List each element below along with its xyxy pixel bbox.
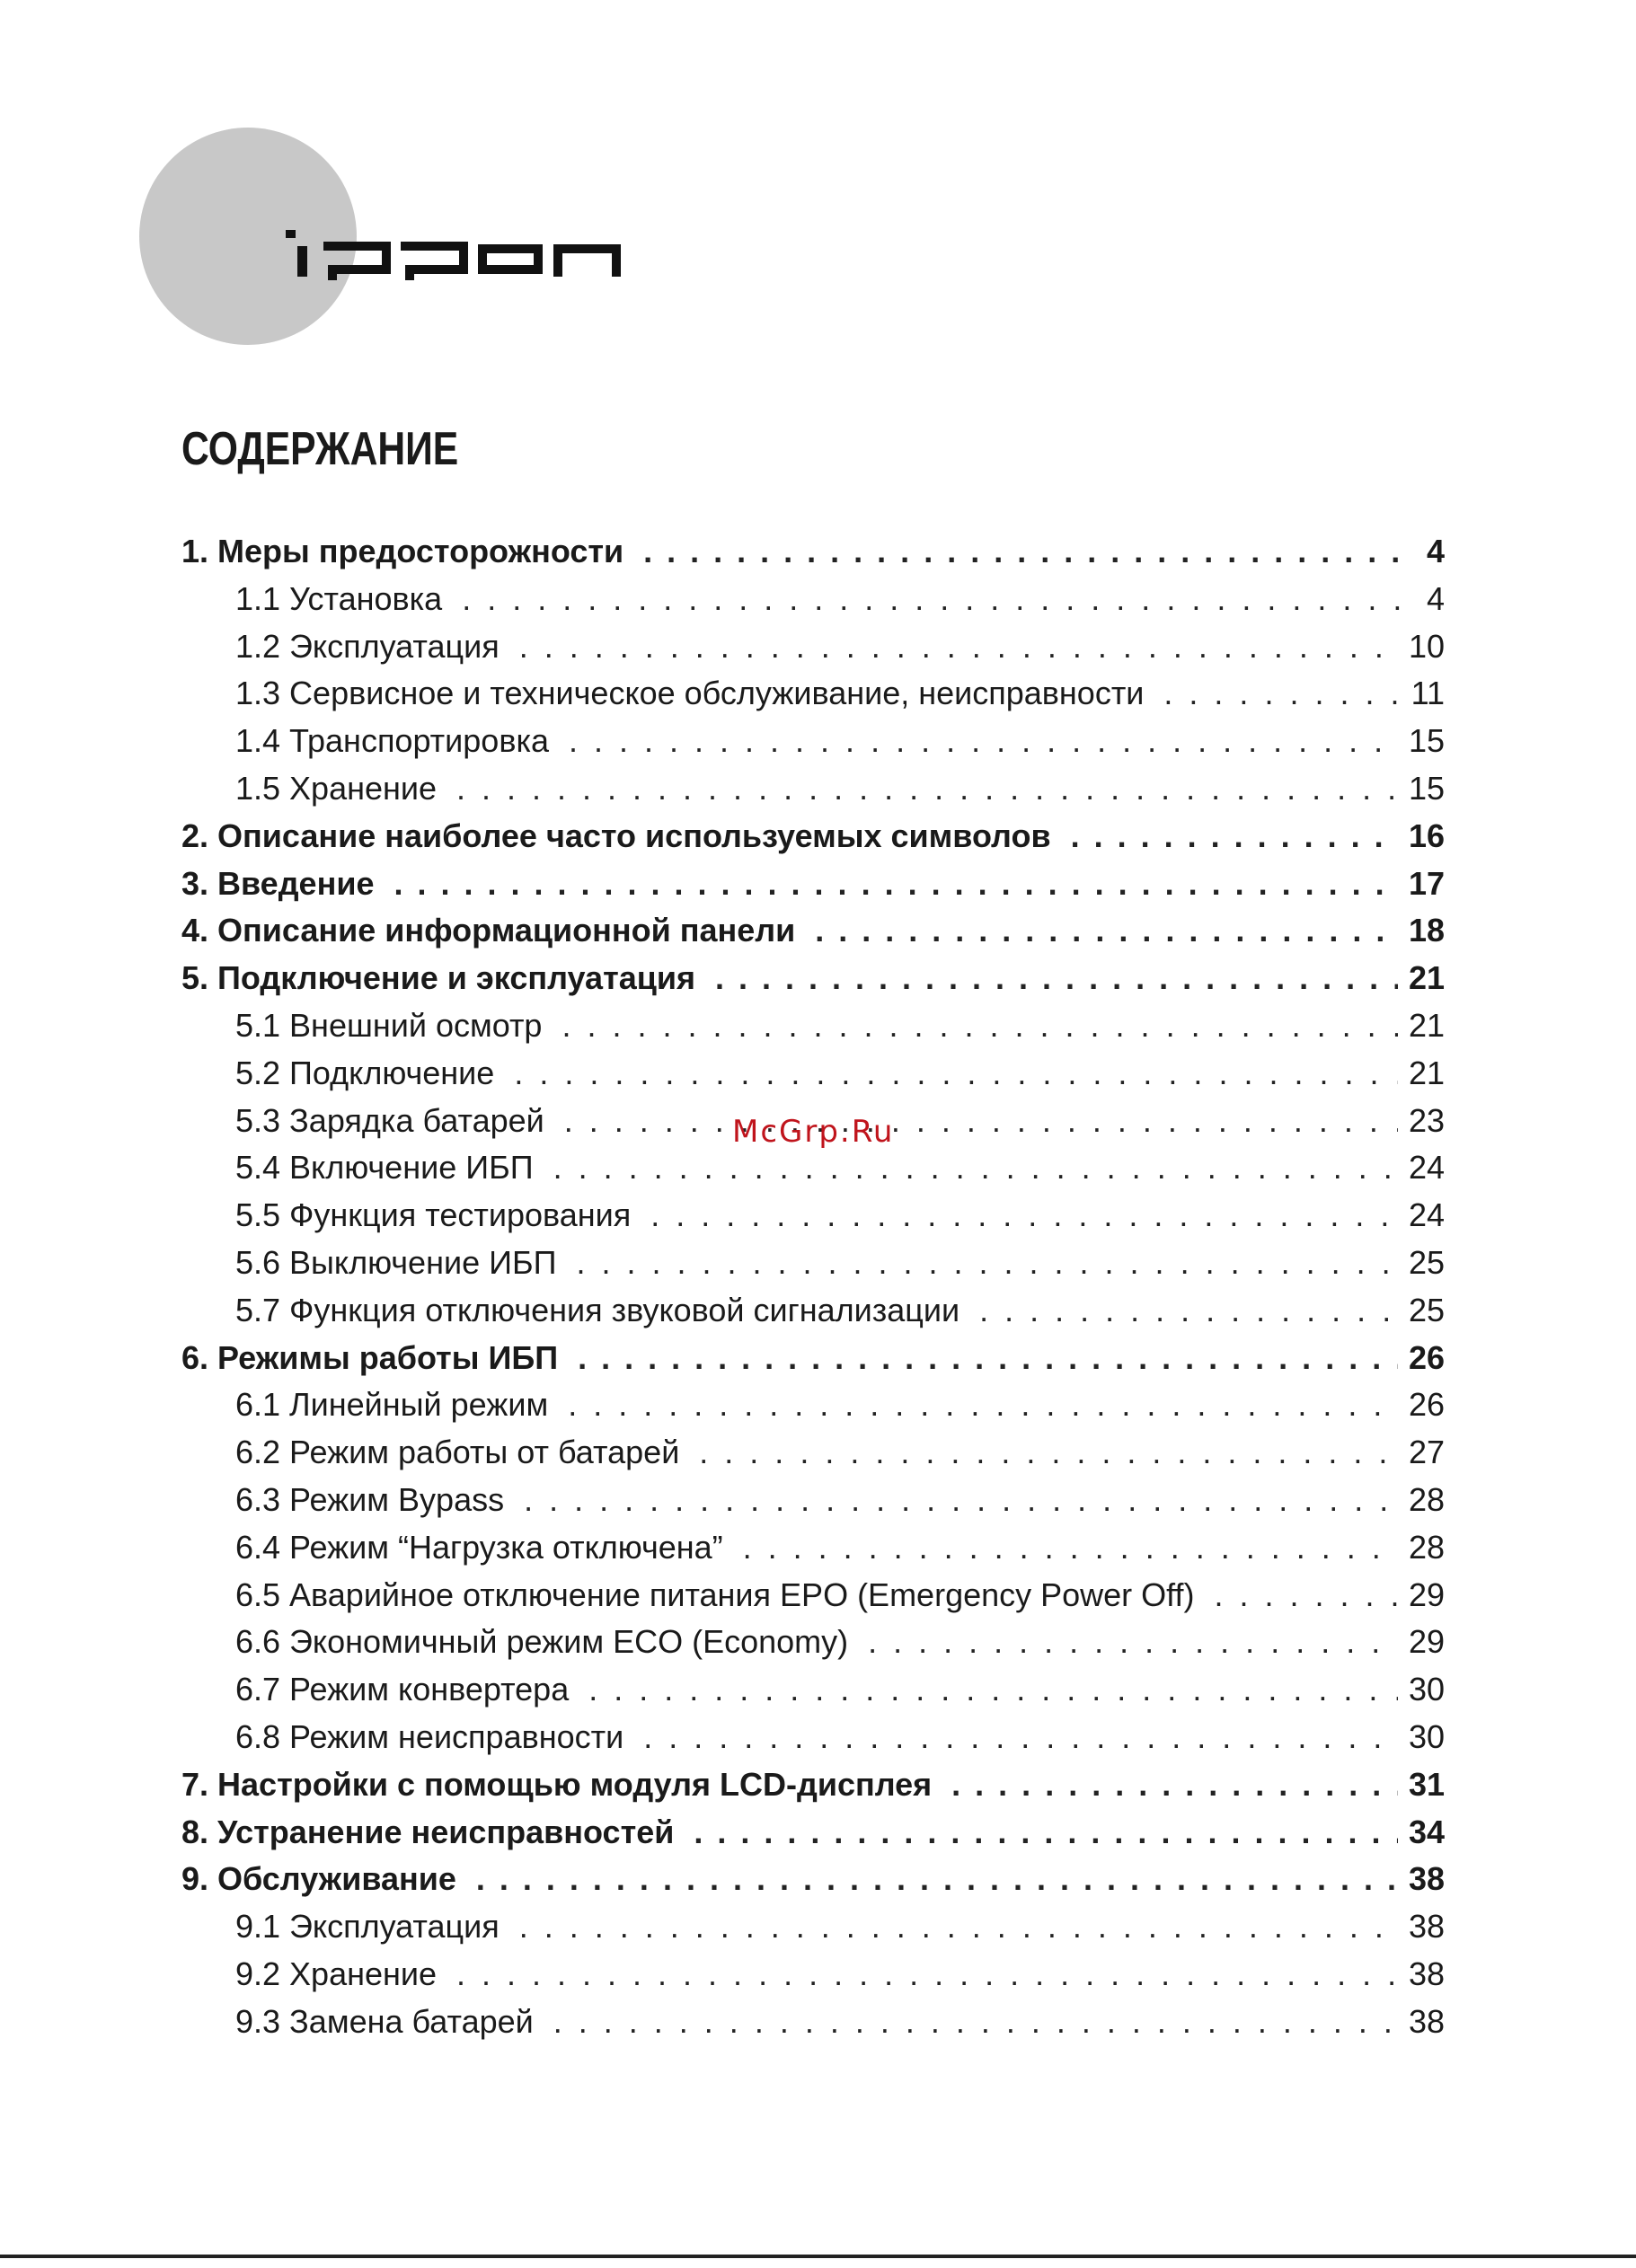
toc-dot-leader xyxy=(743,1524,1398,1572)
toc-dot-leader xyxy=(394,860,1397,908)
toc-subsection[interactable] xyxy=(181,576,1445,623)
toc-subsection[interactable] xyxy=(181,1429,1445,1477)
table-of-contents xyxy=(181,528,1445,2046)
toc-subsection[interactable] xyxy=(181,1287,1445,1335)
toc-entry-label: 9.2 Хранение xyxy=(235,1955,438,1992)
toc-subsection[interactable] xyxy=(181,765,1445,813)
toc-dot-leader xyxy=(588,1666,1398,1714)
toc-section[interactable] xyxy=(181,1335,1445,1382)
toc-entry-label: 3. Введение xyxy=(181,864,375,902)
toc-page-number: 26 xyxy=(1408,1386,1445,1424)
toc-page-number: 15 xyxy=(1408,722,1445,760)
toc-page-number: 24 xyxy=(1408,1149,1445,1187)
toc-section[interactable] xyxy=(181,1761,1445,1809)
toc-subsection[interactable] xyxy=(181,1714,1445,1761)
toc-subsection[interactable] xyxy=(181,1240,1445,1287)
toc-entry-label: 1.5 Хранение xyxy=(235,769,438,807)
toc-dot-leader xyxy=(553,1144,1398,1192)
toc-entry-label: 5.3 Зарядка батарей xyxy=(235,1101,544,1139)
toc-subsection[interactable] xyxy=(181,623,1445,671)
toc-page-number: 18 xyxy=(1408,912,1445,949)
toc-page-number: 28 xyxy=(1408,1528,1445,1566)
toc-entry-label: 6.1 Линейный режим xyxy=(235,1386,549,1424)
toc-page-number: 25 xyxy=(1408,1243,1445,1281)
toc-entry-label: 6.2 Режим работы от батарей xyxy=(235,1434,680,1471)
toc-dot-leader xyxy=(694,1809,1398,1857)
toc-entry-label: 6.3 Режим Bypass xyxy=(235,1480,505,1518)
toc-dot-leader xyxy=(576,1240,1397,1287)
toc-entry-label: 5.2 Подключение xyxy=(235,1054,495,1091)
page-title: СОДЕРЖАНИЕ xyxy=(181,423,459,475)
toc-entry-label: 5. Подключение и эксплуатация xyxy=(181,959,695,997)
toc-entry-label: 2. Описание наиболее часто используемых символов xyxy=(181,816,1051,854)
toc-dot-leader xyxy=(519,1903,1398,1951)
toc-dot-leader xyxy=(456,765,1398,813)
toc-page-number: 21 xyxy=(1408,1054,1445,1091)
toc-entry-label: 1.3 Сервисное и техническое обслуживание, неисправности xyxy=(235,675,1145,712)
toc-dot-leader xyxy=(951,1761,1398,1809)
toc-page-number: 38 xyxy=(1408,1860,1445,1898)
toc-dot-leader xyxy=(1163,670,1400,718)
toc-entry-label: 6.6 Экономичный режим ECO (Economy) xyxy=(235,1623,849,1661)
ippon-logo-icon xyxy=(286,230,622,280)
toc-page-number: 16 xyxy=(1408,816,1445,854)
toc-subsection[interactable] xyxy=(181,670,1445,718)
toc-dot-leader xyxy=(715,955,1398,1002)
toc-page-number: 38 xyxy=(1408,1908,1445,1946)
toc-page-number: 10 xyxy=(1408,627,1445,665)
toc-page-number: 11 xyxy=(1410,675,1445,712)
toc-dot-leader xyxy=(462,576,1407,623)
toc-dot-leader xyxy=(553,1999,1398,2046)
toc-page-number: 26 xyxy=(1408,1338,1445,1376)
toc-section[interactable] xyxy=(181,1809,1445,1857)
toc-subsection[interactable] xyxy=(181,1192,1445,1240)
toc-page-number: 38 xyxy=(1408,2002,1445,2040)
toc-entry-label: 5.4 Включение ИБП xyxy=(235,1149,534,1187)
toc-subsection[interactable] xyxy=(181,1951,1445,1999)
toc-dot-leader xyxy=(868,1619,1398,1666)
toc-subsection[interactable] xyxy=(181,1619,1445,1666)
toc-page-number: 31 xyxy=(1408,1765,1445,1803)
toc-entry-label: 1.1 Установка xyxy=(235,579,443,617)
toc-entry-label: 9. Обслуживание xyxy=(181,1860,456,1898)
toc-dot-leader xyxy=(524,1477,1398,1524)
toc-subsection[interactable] xyxy=(181,1477,1445,1524)
toc-dot-leader xyxy=(699,1429,1398,1477)
toc-entry-label: 1.2 Эксплуатация xyxy=(235,627,500,665)
toc-entry-label: 5.6 Выключение ИБП xyxy=(235,1243,557,1281)
toc-page-number: 28 xyxy=(1408,1480,1445,1518)
brand-logo xyxy=(286,230,622,285)
toc-subsection[interactable] xyxy=(181,1144,1445,1192)
toc-dot-leader xyxy=(568,1381,1398,1429)
toc-entry-label: 6.4 Режим “Нагрузка отключена” xyxy=(235,1528,723,1566)
watermark: McGrp.Ru xyxy=(732,1114,895,1150)
toc-page-number: 21 xyxy=(1408,959,1445,997)
toc-dot-leader xyxy=(519,623,1398,671)
toc-entry-label: 5.1 Внешний осмотр xyxy=(235,1006,543,1044)
toc-dot-leader xyxy=(456,1951,1398,1999)
toc-page-number: 25 xyxy=(1408,1291,1445,1328)
toc-section[interactable] xyxy=(181,907,1445,955)
toc-entry-label: 6.8 Режим неисправности xyxy=(235,1717,624,1755)
toc-entry-label: 1. Меры предосторожности xyxy=(181,533,624,569)
toc-entry-label: 6. Режимы работы ИБП xyxy=(181,1338,559,1376)
toc-subsection[interactable] xyxy=(181,1572,1445,1619)
toc-page-number: 29 xyxy=(1408,1623,1445,1661)
toc-page-number: 4 xyxy=(1426,533,1445,569)
toc-page-number: 15 xyxy=(1408,769,1445,807)
toc-page-number: 30 xyxy=(1408,1671,1445,1708)
toc-entry-label: 6.7 Режим конвертера xyxy=(235,1671,570,1708)
toc-entry-label: 6.5 Аварийное отключение питания EPO (Emergency Power Off) xyxy=(235,1575,1195,1613)
toc-page-number: 30 xyxy=(1408,1717,1445,1755)
toc-dot-leader xyxy=(562,1002,1397,1050)
toc-section[interactable] xyxy=(181,955,1445,1002)
toc-dot-leader xyxy=(1215,1572,1398,1619)
toc-dot-leader xyxy=(643,1714,1398,1761)
toc-section[interactable] xyxy=(181,528,1445,576)
toc-dot-leader xyxy=(514,1050,1398,1098)
toc-subsection[interactable] xyxy=(181,1903,1445,1951)
toc-subsection[interactable] xyxy=(181,1999,1445,2046)
toc-page-number: 38 xyxy=(1408,1955,1445,1992)
toc-page-number: 34 xyxy=(1408,1813,1445,1850)
toc-subsection[interactable] xyxy=(181,1381,1445,1429)
toc-dot-leader xyxy=(815,907,1398,955)
toc-entry-label: 9.3 Замена батарей xyxy=(235,2002,534,2040)
toc-dot-leader xyxy=(979,1287,1398,1335)
toc-section[interactable] xyxy=(181,813,1445,860)
toc-entry-label: 5.5 Функция тестирования xyxy=(235,1196,632,1234)
toc-dot-leader xyxy=(643,528,1407,576)
toc-entry-label: 1.4 Транспортировка xyxy=(235,722,550,760)
toc-page-number: 17 xyxy=(1408,864,1445,902)
toc-page-number: 23 xyxy=(1408,1101,1445,1139)
toc-dot-leader xyxy=(564,1098,1398,1145)
toc-section[interactable] xyxy=(181,1856,1445,1903)
toc-subsection[interactable] xyxy=(181,1666,1445,1714)
toc-entry-label: 5.7 Функция отключения звуковой сигнализации xyxy=(235,1291,960,1328)
toc-page-number: 21 xyxy=(1408,1006,1445,1044)
toc-entry-label: 4. Описание информационной панели xyxy=(181,912,796,949)
toc-page-number: 24 xyxy=(1408,1196,1445,1234)
toc-dot-leader xyxy=(578,1335,1398,1382)
page-bottom-rule xyxy=(0,2255,1636,2258)
toc-section[interactable] xyxy=(181,860,1445,908)
toc-page-number: 4 xyxy=(1426,579,1445,617)
toc-subsection[interactable] xyxy=(181,1050,1445,1098)
toc-subsection[interactable] xyxy=(181,1524,1445,1572)
toc-page-number: 29 xyxy=(1408,1575,1445,1613)
toc-page-number: 27 xyxy=(1408,1434,1445,1471)
toc-dot-leader xyxy=(1071,813,1398,860)
toc-entry-label: 8. Устранение неисправностей xyxy=(181,1813,675,1850)
toc-dot-leader xyxy=(650,1192,1398,1240)
toc-dot-leader xyxy=(476,1856,1398,1903)
toc-dot-leader xyxy=(569,718,1398,765)
toc-subsection[interactable] xyxy=(181,1002,1445,1050)
toc-entry-label: 7. Настройки с помощью модуля LCD-дисплея xyxy=(181,1765,933,1803)
toc-entry-label: 9.1 Эксплуатация xyxy=(235,1908,500,1946)
toc-subsection[interactable] xyxy=(181,718,1445,765)
